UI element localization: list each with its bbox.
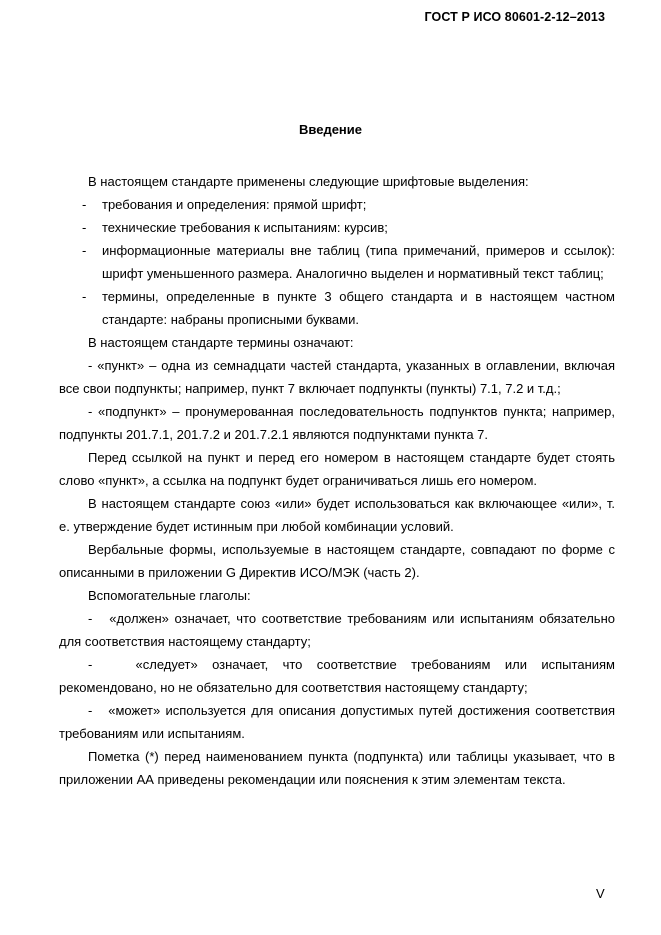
- mark-paragraph: Пометка (*) перед наименованием пункта (подпункта) или таблицы указывает, что в приложении АА приведены рекомендации или пояснения к этим элементам текста.: [59, 749, 615, 787]
- aux-item-dolzhen: [59, 607, 615, 653]
- ili-paragraph: В настоящем стандарте союз «или» будет использоваться как включающее «или», т. е. утверждение будет истинным при любой комбинации условий.: [59, 496, 615, 534]
- list-dash: -: [88, 611, 93, 626]
- list-item-text: «должен» означает, что соответствие требованиям или испытаниям обязательно для соответствия настоящему стандарту;: [59, 611, 615, 649]
- list-dash: -: [88, 657, 93, 672]
- aux-item-sleduet: [59, 653, 615, 699]
- list-item-text: информационные материалы вне таблиц (типа примечаний, примеров и ссылок): шрифт уменьшенного размера. Аналогично выделен и нормативный текст таблиц;: [102, 243, 615, 281]
- document-body: [59, 170, 615, 791]
- list-dash: -: [82, 197, 87, 212]
- list-item: [82, 239, 615, 285]
- terms-intro-paragraph: В настоящем стандарте термины означают:: [88, 335, 354, 350]
- list-item-text: требования и определения: прямой шрифт;: [102, 197, 367, 212]
- list-dash: -: [82, 243, 87, 258]
- list-item: [82, 216, 615, 239]
- page-number: V: [596, 886, 605, 901]
- reference-paragraph: Перед ссылкой на пункт и перед его номером в настоящем стандарте будет стоять слово «пункт», а ссылка на подпункт будет ограничиваться лишь его номером.: [59, 450, 615, 488]
- aux-item-mozhet: [59, 699, 615, 745]
- term-podpunkt-paragraph: - «подпункт» – пронумерованная последовательность подпунктов пункта; например, подпункты 201.7.1, 201.7.2 и 201.7.2.1 являются подпунктами пункта 7.: [59, 404, 615, 442]
- list-dash: -: [82, 289, 87, 304]
- list-item-text: «следует» означает, что соответствие требованиям или испытаниям рекомендовано, но не обязательно для соответствия настоящему стандарту;: [59, 657, 615, 695]
- aux-verbs-title: Вспомогательные глаголы:: [88, 588, 251, 603]
- intro-paragraph: В настоящем стандарте применены следующие шрифтовые выделения:: [88, 174, 529, 189]
- document-header: ГОСТ Р ИСО 80601-2-12–2013: [424, 10, 605, 24]
- section-title: Введение: [299, 122, 362, 137]
- list-dash: -: [82, 220, 87, 235]
- verbal-forms-paragraph: Вербальные формы, используемые в настоящем стандарте, совпадают по форме с описанными в приложении G Директив ИСО/МЭК (часть 2).: [59, 542, 615, 580]
- list-item: [82, 285, 615, 331]
- list-item-text: термины, определенные в пункте 3 общего стандарта и в настоящем частном стандарте: набраны прописными буквами.: [102, 289, 615, 327]
- term-punkt-paragraph: - «пункт» – одна из семнадцати частей стандарта, указанных в оглавлении, включая все свои подпункты; например, пункт 7 включает подпункты (пункты) 7.1, 7.2 и т.д.;: [59, 358, 615, 396]
- list-item: [82, 193, 615, 216]
- list-item-text: технические требования к испытаниям: курсив;: [102, 220, 388, 235]
- list-item-text: «может» используется для описания допустимых путей достижения соответствия требованиям или испытаниям.: [59, 703, 615, 741]
- list-dash: -: [88, 703, 93, 718]
